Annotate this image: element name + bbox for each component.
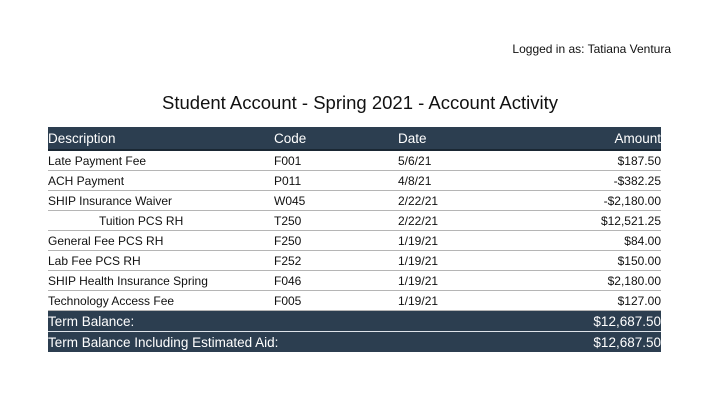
cell-amount: $127.00 (518, 291, 661, 311)
cell-description: SHIP Insurance Waiver (48, 191, 274, 211)
cell-amount: -$382.25 (518, 171, 661, 191)
term-balance-with-aid-value: $12,687.50 (518, 332, 661, 353)
term-balance-value: $12,687.50 (518, 311, 661, 332)
cell-description: ACH Payment (48, 171, 274, 191)
table-row (48, 271, 661, 291)
cell-amount: $2,180.00 (518, 271, 661, 291)
page-title: Student Account - Spring 2021 - Account Activity (162, 92, 558, 113)
cell-date: 1/19/21 (398, 271, 518, 291)
cell-code: F001 (274, 150, 398, 171)
table-header-row (48, 127, 661, 150)
cell-code: F252 (274, 251, 398, 271)
cell-code: F005 (274, 291, 398, 311)
column-header-code: Code (274, 127, 398, 150)
cell-description: General Fee PCS RH (48, 231, 274, 251)
column-header-description: Description (48, 127, 274, 150)
cell-date: 1/19/21 (398, 251, 518, 271)
table-row (48, 150, 661, 171)
term-balance-with-aid-label: Term Balance Including Estimated Aid: (48, 332, 518, 353)
table-row (48, 231, 661, 251)
cell-description: Technology Access Fee (48, 291, 274, 311)
cell-date: 2/22/21 (398, 191, 518, 211)
cell-date: 1/19/21 (398, 231, 518, 251)
cell-date: 1/19/21 (398, 291, 518, 311)
cell-code: T250 (274, 211, 398, 231)
account-activity-table (48, 127, 661, 352)
table-row (48, 171, 661, 191)
cell-date: 4/8/21 (398, 171, 518, 191)
cell-description: SHIP Health Insurance Spring (48, 271, 274, 291)
cell-code: F250 (274, 231, 398, 251)
term-balance-row (48, 311, 661, 332)
table-header (48, 127, 661, 150)
table-row (48, 191, 661, 211)
login-status: Logged in as: Tatiana Ventura (512, 42, 671, 56)
cell-amount: $150.00 (518, 251, 661, 271)
cell-description: Tuition PCS RH (48, 211, 274, 231)
cell-description: Late Payment Fee (48, 150, 274, 171)
column-header-amount: Amount (518, 127, 661, 150)
column-header-date: Date (398, 127, 518, 150)
cell-amount: $84.00 (518, 231, 661, 251)
cell-amount: $12,521.25 (518, 211, 661, 231)
table-row (48, 211, 661, 231)
cell-code: P011 (274, 171, 398, 191)
table-body (48, 150, 661, 311)
table-row (48, 291, 661, 311)
cell-code: F046 (274, 271, 398, 291)
cell-amount: $187.50 (518, 150, 661, 171)
cell-amount: -$2,180.00 (518, 191, 661, 211)
cell-description: Lab Fee PCS RH (48, 251, 274, 271)
cell-date: 2/22/21 (398, 211, 518, 231)
term-balance-label: Term Balance: (48, 311, 518, 332)
table-summary (48, 311, 661, 353)
table-row (48, 251, 661, 271)
cell-date: 5/6/21 (398, 150, 518, 171)
term-balance-with-aid-row (48, 332, 661, 353)
cell-code: W045 (274, 191, 398, 211)
